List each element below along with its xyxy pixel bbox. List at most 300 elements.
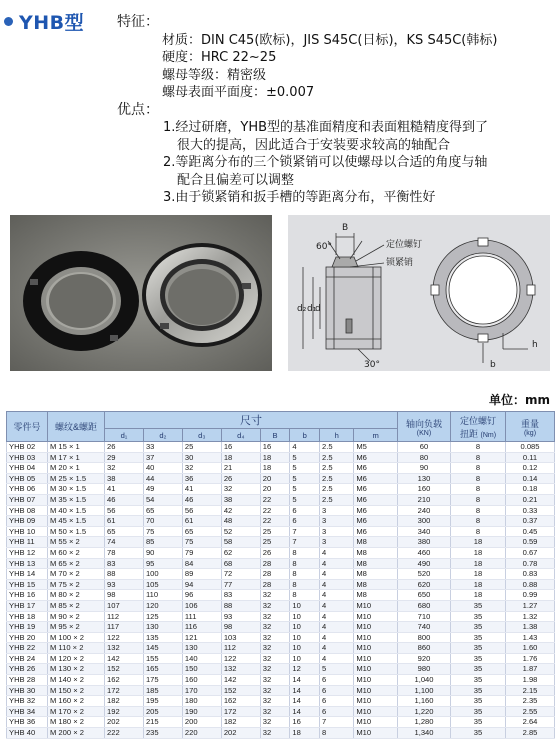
table-cell: M10 [354, 685, 398, 696]
table-cell: 8 [451, 494, 506, 505]
table-cell: 121 [182, 632, 221, 643]
header-load-text: 轴向负载 [405, 418, 442, 429]
table-cell: 980 [398, 664, 451, 675]
table-cell: 89 [182, 569, 221, 580]
table-cell: 2.35 [506, 696, 555, 707]
table-cell: 21 [221, 463, 260, 474]
table-cell: 180 [182, 696, 221, 707]
table-cell: 18 [260, 452, 290, 463]
table-body [7, 442, 555, 739]
table-cell: 18 [451, 558, 506, 569]
table-cell: 18 [451, 579, 506, 590]
table-cell: 32 [260, 653, 290, 664]
table-cell: 41 [182, 484, 221, 495]
table-cell: 1,100 [398, 685, 451, 696]
table-cell: 78 [105, 547, 144, 558]
table-cell: 920 [398, 653, 451, 664]
table-cell: 35 [451, 600, 506, 611]
table-cell: 60 [398, 442, 451, 453]
subheader-cell: B [260, 429, 290, 442]
table-cell: 32 [260, 643, 290, 654]
table-cell: YHB 19 [7, 622, 48, 633]
table-row [7, 484, 555, 495]
header-torque [451, 412, 506, 442]
table-cell: M 20 × 1 [48, 463, 105, 474]
subheader-cell: d₄ [221, 429, 260, 442]
table-cell: 650 [398, 590, 451, 601]
table-cell: 18 [451, 537, 506, 548]
table-cell: M10 [354, 653, 398, 664]
table-cell: 36 [182, 473, 221, 484]
table-cell: 8 [290, 579, 320, 590]
table-cell: 77 [221, 579, 260, 590]
table-cell: 8 [451, 516, 506, 527]
table-cell: 98 [221, 622, 260, 633]
table-cell: 5 [290, 484, 320, 495]
table-cell: 710 [398, 611, 451, 622]
table-cell: 35 [451, 675, 506, 686]
table-cell: 35 [451, 728, 506, 739]
table-row [7, 463, 555, 474]
table-cell: 5 [290, 494, 320, 505]
table-cell: 3 [320, 537, 354, 548]
table-cell: 35 [451, 632, 506, 643]
table-cell: 74 [105, 537, 144, 548]
table-cell: M10 [354, 622, 398, 633]
table-cell: 35 [451, 706, 506, 717]
table-cell: YHB 34 [7, 706, 48, 717]
table-cell: 35 [451, 653, 506, 664]
table-cell: 20 [260, 473, 290, 484]
table-cell: 65 [105, 526, 144, 537]
table-row [7, 728, 555, 739]
table-cell: 0.37 [506, 516, 555, 527]
table-cell: YHB 18 [7, 611, 48, 622]
table-cell: 10 [290, 643, 320, 654]
table-cell: 85 [143, 537, 182, 548]
table-cell: 135 [143, 632, 182, 643]
table-cell: 2.15 [506, 685, 555, 696]
table-cell: 1.32 [506, 611, 555, 622]
table-cell: 1,040 [398, 675, 451, 686]
table-cell: M10 [354, 728, 398, 739]
table-cell: 8 [290, 547, 320, 558]
table-cell: YHB 26 [7, 664, 48, 675]
subheader-cell: h [320, 429, 354, 442]
table-cell: M 65 × 2 [48, 558, 105, 569]
table-cell: 56 [182, 505, 221, 516]
table-cell: 4 [320, 590, 354, 601]
table-cell: 4 [320, 653, 354, 664]
table-cell: M 80 × 2 [48, 590, 105, 601]
table-cell: 65 [143, 505, 182, 516]
table-cell: 460 [398, 547, 451, 558]
table-cell: 1.60 [506, 643, 555, 654]
table-cell: M5 [354, 442, 398, 453]
table-cell: 620 [398, 579, 451, 590]
header-load [398, 412, 451, 442]
table-cell: 10 [290, 632, 320, 643]
label-screw: 定位螺钉 [386, 240, 423, 250]
table-cell: YHB 20 [7, 632, 48, 643]
bullet-dot [4, 17, 13, 26]
table-cell: 0.14 [506, 473, 555, 484]
table-row [7, 537, 555, 548]
table-cell: 8 [451, 463, 506, 474]
header-torque-text: 定位螺钉 [459, 415, 496, 426]
spec-table [6, 411, 555, 739]
table-cell: M 100 × 2 [48, 632, 105, 643]
table-row [7, 600, 555, 611]
label-d2: d₂ [297, 304, 307, 314]
table-cell: 8 [451, 484, 506, 495]
table-cell: 122 [221, 653, 260, 664]
table-cell: 10 [290, 600, 320, 611]
table-cell: 132 [221, 664, 260, 675]
table-cell: YHB 28 [7, 675, 48, 686]
table-cell: 235 [143, 728, 182, 739]
table-cell: 6 [320, 696, 354, 707]
table-cell: 100 [143, 569, 182, 580]
table-cell: M 90 × 2 [48, 611, 105, 622]
table-cell: 205 [143, 706, 182, 717]
table-cell: YHB 06 [7, 484, 48, 495]
table-row [7, 442, 555, 453]
table-cell: M10 [354, 611, 398, 622]
table-cell: 680 [398, 600, 451, 611]
flatness-line: 螺母表面平面度：±0.007 [162, 85, 315, 100]
table-cell: 120 [143, 600, 182, 611]
table-cell: 0.78 [506, 558, 555, 569]
table-cell: M 55 × 2 [48, 537, 105, 548]
table-row [7, 547, 555, 558]
table-cell: 380 [398, 537, 451, 548]
table-cell: 117 [105, 622, 144, 633]
table-cell: 32 [260, 717, 290, 728]
table-cell: 6 [320, 706, 354, 717]
table-cell: 0.67 [506, 547, 555, 558]
table-cell: 0.88 [506, 579, 555, 590]
table-cell: 222 [105, 728, 144, 739]
table-cell: 6 [290, 516, 320, 527]
table-cell: M10 [354, 706, 398, 717]
table-cell: 1.38 [506, 622, 555, 633]
table-cell: 18 [451, 569, 506, 580]
table-row [7, 664, 555, 675]
table-cell: YHB 17 [7, 600, 48, 611]
table-cell: 185 [143, 685, 182, 696]
table-cell: 7 [320, 717, 354, 728]
table-cell: 5 [290, 463, 320, 474]
table-cell: 32 [182, 463, 221, 474]
header-weight-unit: (kg) [523, 429, 537, 437]
table-cell: YHB 24 [7, 653, 48, 664]
table-cell: M 120 × 2 [48, 653, 105, 664]
table-cell: M6 [354, 452, 398, 463]
table-cell: M8 [354, 569, 398, 580]
table-cell: 18 [451, 547, 506, 558]
table-cell: 79 [182, 547, 221, 558]
table-cell: 32 [260, 622, 290, 633]
table-cell: 2.5 [320, 473, 354, 484]
table-cell: 25 [260, 526, 290, 537]
label-bs: b [490, 360, 496, 370]
table-cell: 4 [320, 643, 354, 654]
table-cell: 14 [290, 685, 320, 696]
table-cell: YHB 13 [7, 558, 48, 569]
table-cell: 22 [260, 516, 290, 527]
table-cell: 70 [143, 516, 182, 527]
table-cell: 32 [260, 685, 290, 696]
subheader-cell: m [354, 429, 398, 442]
table-cell: YHB 09 [7, 516, 48, 527]
table-cell: 8 [451, 442, 506, 453]
table-cell: 3 [320, 505, 354, 516]
table-cell: YHB 16 [7, 590, 48, 601]
table-cell: 8 [320, 728, 354, 739]
table-cell: 38 [221, 494, 260, 505]
table-cell: 2.55 [506, 706, 555, 717]
table-cell: 4 [320, 547, 354, 558]
table-cell: 35 [451, 643, 506, 654]
table-cell: M6 [354, 516, 398, 527]
table-cell: 172 [105, 685, 144, 696]
table-cell: 26 [105, 442, 144, 453]
table-cell: M6 [354, 494, 398, 505]
table-cell: 490 [398, 558, 451, 569]
table-cell: 22 [260, 505, 290, 516]
table-cell: 152 [105, 664, 144, 675]
table-cell: 5 [320, 664, 354, 675]
table-cell: 46 [182, 494, 221, 505]
table-row [7, 675, 555, 686]
table-cell: 75 [182, 537, 221, 548]
table-cell: 35 [451, 696, 506, 707]
table-cell: 1,160 [398, 696, 451, 707]
table-cell: 32 [260, 706, 290, 717]
table-cell: M6 [354, 484, 398, 495]
table-cell: 49 [143, 484, 182, 495]
table-cell: 202 [221, 728, 260, 739]
table-cell: 4 [320, 558, 354, 569]
table-cell: 860 [398, 643, 451, 654]
table-cell: 155 [143, 653, 182, 664]
table-cell: 0.18 [506, 484, 555, 495]
table-cell: 6 [320, 675, 354, 686]
table-cell: M 40 × 1.5 [48, 505, 105, 516]
table-cell: 182 [105, 696, 144, 707]
table-cell: 0.83 [506, 569, 555, 580]
table-cell: M 110 × 2 [48, 643, 105, 654]
table-cell: 130 [398, 473, 451, 484]
table-row [7, 653, 555, 664]
table-cell: 140 [182, 653, 221, 664]
table-cell: 172 [221, 706, 260, 717]
table-cell: 83 [221, 590, 260, 601]
table-cell: 125 [143, 611, 182, 622]
table-cell: M 150 × 2 [48, 685, 105, 696]
table-cell: 32 [260, 600, 290, 611]
table-cell: 4 [320, 632, 354, 643]
page-title: YHB型 [19, 12, 85, 34]
table-cell: 29 [105, 452, 144, 463]
table-cell: 142 [221, 675, 260, 686]
subheader-cell: d₂ [143, 429, 182, 442]
table-cell: 130 [182, 643, 221, 654]
table-cell: YHB 32 [7, 696, 48, 707]
table-cell: 20 [260, 484, 290, 495]
table-cell: 103 [221, 632, 260, 643]
advantage-2: 2.等距离分布的三个锁紧销可以使螺母以合适的角度与轴 [163, 155, 488, 170]
table-cell: 32 [221, 484, 260, 495]
table-row [7, 579, 555, 590]
label-d1: d₁ [307, 304, 317, 314]
table-cell: 33 [143, 442, 182, 453]
table-cell: YHB 10 [7, 526, 48, 537]
table-cell: 800 [398, 632, 451, 643]
table-cell: YHB 14 [7, 569, 48, 580]
table-cell: 202 [105, 717, 144, 728]
table-cell: 150 [182, 664, 221, 675]
header-load-unit: (KN) [416, 429, 432, 437]
table-cell: 90 [398, 463, 451, 474]
table-row [7, 685, 555, 696]
table-cell: M 25 × 1.5 [48, 473, 105, 484]
table-cell: M 170 × 2 [48, 706, 105, 717]
table-cell: YHB 12 [7, 547, 48, 558]
table-cell: 8 [451, 526, 506, 537]
table-cell: M10 [354, 643, 398, 654]
table-row [7, 696, 555, 707]
table-cell: 3 [320, 526, 354, 537]
table-cell: 215 [143, 717, 182, 728]
header-torque-word: 扭距 [459, 428, 478, 439]
table-cell: 2.64 [506, 717, 555, 728]
table-cell: 14 [290, 696, 320, 707]
grade-line: 螺母等级：精密级 [162, 67, 267, 83]
subheader-cell: b [290, 429, 320, 442]
table-cell: M 30 × 1.5 [48, 484, 105, 495]
table-cell: 26 [260, 547, 290, 558]
table-cell: M10 [354, 696, 398, 707]
table-cell: 1.76 [506, 653, 555, 664]
table-cell: 2.5 [320, 452, 354, 463]
table-cell: 6 [320, 685, 354, 696]
table-cell: 520 [398, 569, 451, 580]
subheader-cell: d₃ [182, 429, 221, 442]
table-cell: 32 [260, 675, 290, 686]
label-d: d [315, 304, 321, 314]
header-torque-text2 [451, 427, 505, 440]
table-cell: M 60 × 2 [48, 547, 105, 558]
table-cell: 32 [105, 463, 144, 474]
unit-label: 单位：mm [488, 393, 550, 407]
table-cell: 35 [451, 611, 506, 622]
advantage-1-cont: 很大的提高，因此适合于安装要求较高的轴配合 [177, 137, 451, 153]
table-cell: M 180 × 2 [48, 717, 105, 728]
header-part: 零件号 [7, 412, 48, 442]
table-cell: 130 [143, 622, 182, 633]
table-cell: M10 [354, 600, 398, 611]
table-cell: 41 [105, 484, 144, 495]
table-cell: 4 [320, 622, 354, 633]
header-weight-text: 重量 [520, 418, 539, 429]
table-cell: 8 [290, 590, 320, 601]
table-cell: 2.5 [320, 442, 354, 453]
table-cell: M6 [354, 463, 398, 474]
table-cell: 4 [320, 611, 354, 622]
table-cell: 16 [290, 717, 320, 728]
table-cell: 44 [143, 473, 182, 484]
table-cell: 170 [182, 685, 221, 696]
table-cell: 3 [320, 516, 354, 527]
table-cell: 4 [320, 579, 354, 590]
table-cell: YHB 36 [7, 717, 48, 728]
table-cell: 8 [290, 558, 320, 569]
table-cell: 28 [260, 558, 290, 569]
table-row [7, 473, 555, 484]
table-cell: 7 [290, 526, 320, 537]
table-cell: 37 [143, 452, 182, 463]
table-cell: 32 [260, 632, 290, 643]
table-cell: M 85 × 2 [48, 600, 105, 611]
table-cell: 200 [182, 717, 221, 728]
table-cell: 32 [260, 728, 290, 739]
table-cell: YHB 04 [7, 463, 48, 474]
table-cell: 192 [105, 706, 144, 717]
table-cell: 6 [290, 505, 320, 516]
table-cell: 240 [398, 505, 451, 516]
table-cell: YHB 02 [7, 442, 48, 453]
features-label: 特征： [117, 14, 159, 30]
table-cell: 83 [105, 558, 144, 569]
table-cell: 1,280 [398, 717, 451, 728]
table-cell: YHB 08 [7, 505, 48, 516]
table-cell: 14 [290, 706, 320, 717]
table-cell: M6 [354, 473, 398, 484]
table-cell: 88 [221, 600, 260, 611]
table-cell: 7 [290, 537, 320, 548]
table-cell: 195 [143, 696, 182, 707]
table-cell: M8 [354, 558, 398, 569]
table-cell: 2.85 [506, 728, 555, 739]
table-cell: M10 [354, 632, 398, 643]
table-cell: 54 [143, 494, 182, 505]
table-cell: 22 [260, 494, 290, 505]
table-cell: 88 [105, 569, 144, 580]
table-cell: M10 [354, 675, 398, 686]
table-cell: 32 [260, 590, 290, 601]
table-cell: 5 [290, 473, 320, 484]
table-cell: 32 [260, 611, 290, 622]
table-cell: M8 [354, 590, 398, 601]
table-cell: 0.085 [506, 442, 555, 453]
table-cell: 18 [290, 728, 320, 739]
table-cell: 0.12 [506, 463, 555, 474]
table-cell: 190 [182, 706, 221, 717]
table-cell: M 130 × 2 [48, 664, 105, 675]
table-cell: M 160 × 2 [48, 696, 105, 707]
table-cell: 106 [182, 600, 221, 611]
table-row [7, 569, 555, 580]
table-cell: 300 [398, 516, 451, 527]
table-cell: 142 [105, 653, 144, 664]
table-cell: 1,220 [398, 706, 451, 717]
label-h: h [532, 340, 538, 350]
table-cell: 0.45 [506, 526, 555, 537]
table-cell: 84 [182, 558, 221, 569]
table-cell: 18 [221, 452, 260, 463]
